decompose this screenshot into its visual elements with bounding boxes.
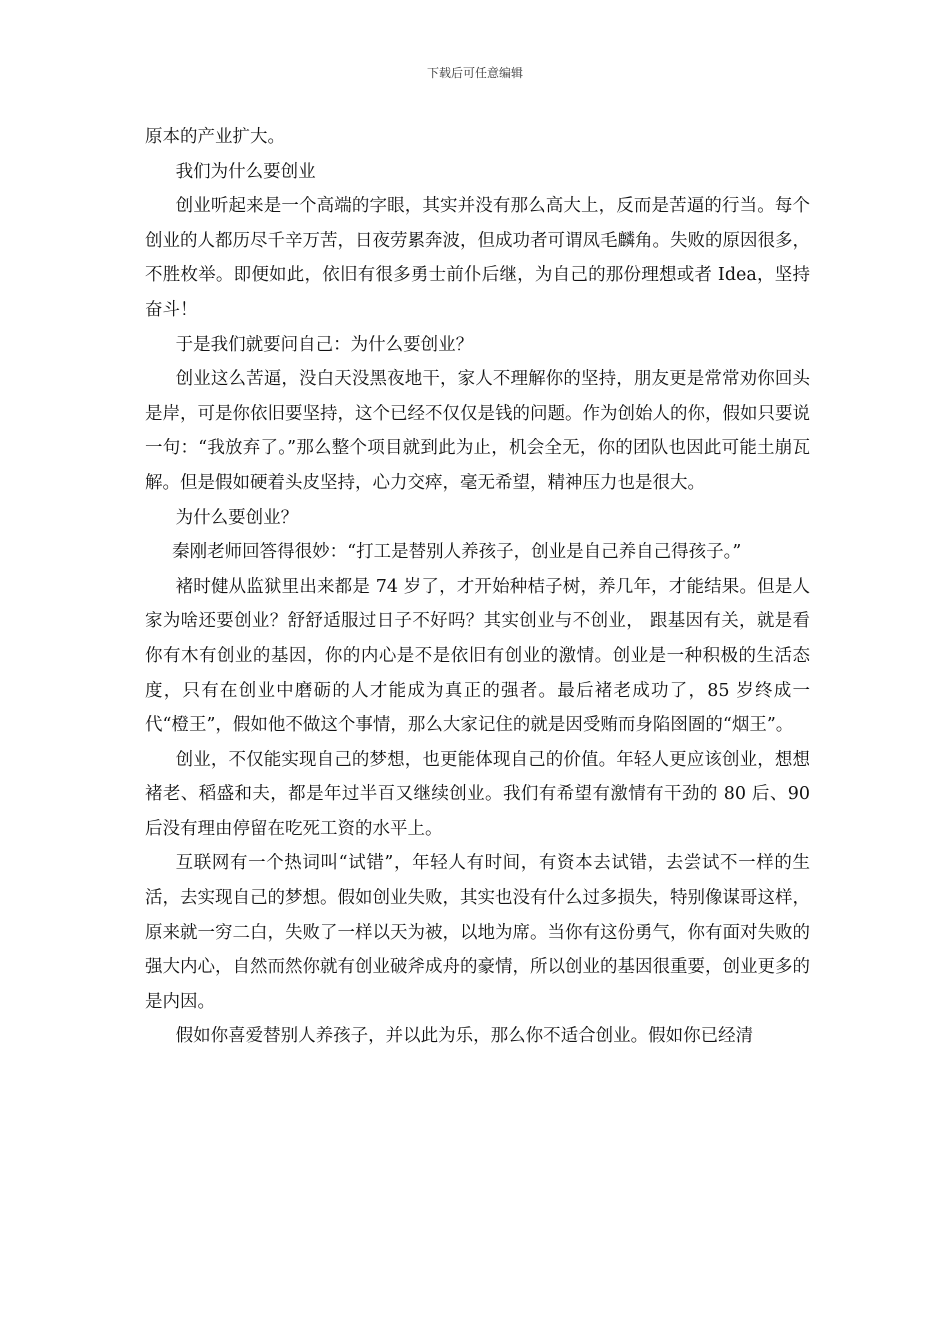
page-header: 下载后可任意编辑 — [426, 66, 523, 80]
paragraph: 褚时健从监狱里出来都是 74 岁了，才开始种桔子树，养几年，才能结果。但是人家为啥还要创业？舒舒适服过日子不好吗？其实创业与不创业， 跟基因有关，就是看你有木有创业的基因，你的内心是不是依旧有创业的激情。创业是一种积极的生活态度，只有在创业中磨砺的人才能成为真正的强者。最后褚老成功了，85 岁终成一代“橙王”，假如他不做这个事情，那么大家记住的就是因受贿而身陷囹圄的“烟王”。 — [145, 576, 810, 736]
paragraph: 创业这么苦逼，没白天没黑夜地干，家人不理解你的坚持，朋友更是常常劝你回头是岸，可是你依旧要坚持，这个已经不仅仅是钱的问题。作为创始人的你，假如只要说一句：“我放弃了。”那么整个项目就到此为止，机会全无，你的团队也因此可能土崩瓦解。但是假如硬着头皮坚持，心力交瘁，毫无希望，精神压力也是很大。 — [145, 369, 810, 493]
document-body — [145, 120, 810, 1054]
paragraph: 秦刚老师回答得很妙：“打工是替别人养孩子，创业是自己养自己得孩子。” — [172, 542, 742, 563]
section-heading: 为什么要创业？ — [175, 507, 299, 528]
paragraph: 创业听起来是一个高端的字眼，其实并没有那么高大上，反而是苦逼的行当。每个创业的人都历尽千辛万苦，日夜劳累奔波，但成功者可谓凤毛麟角。失败的原因很多，不胜枚举。即便如此，依旧有很多勇士前仆后继，为自己的那份理想或者 Idea，坚持奋斗！ — [145, 196, 810, 320]
paragraph: 互联网有一个热词叫“试错”，年轻人有时间，有资本去试错，去尝试不一样的生活，去实现自己的梦想。假如创业失败，其实也没有什么过多损失，特别像谋哥这样，原来就一穷二白，失败了一样以天为被，以地为席。当你有这份勇气，你有面对失败的强大内心，自然而然你就有创业破斧成舟的豪情，所以创业的基因很重要，创业更多的是内因。 — [145, 853, 810, 1012]
paragraph: 创业，不仅能实现自己的梦想，也更能体现自己的价值。年轻人更应该创业，想想褚老、稻盛和夫，都是年过半百又继续创业。我们有希望有激情有干劲的 80 后、90 后没有理由停留在吃死工资的水平上。 — [145, 749, 810, 839]
paragraph: 假如你喜爱替别人养孩子，并以此为乐，那么你不适合创业。假如你已经清 — [175, 1026, 754, 1047]
paragraph: 于是我们就要问自己：为什么要创业？ — [175, 334, 474, 355]
paragraph: 原本的产业扩大。 — [145, 127, 285, 147]
section-heading: 我们为什么要创业 — [175, 161, 316, 182]
